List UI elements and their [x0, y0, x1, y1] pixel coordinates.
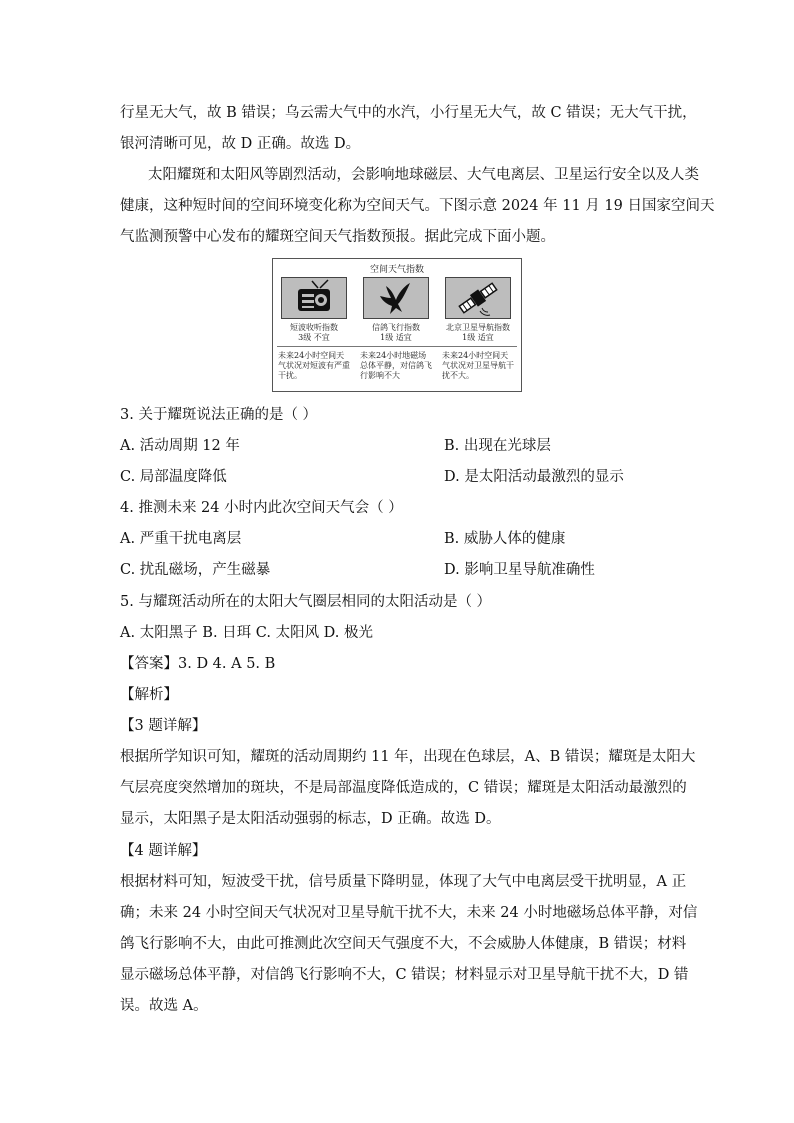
figure-title: 空间天气指数 [369, 265, 424, 275]
question-5-stem: 5. 与耀斑活动所在的太阳大气圈层相同的太阳活动是（ ） [120, 594, 492, 610]
panel-level: 1级 适宜 [462, 333, 494, 342]
paragraph-line: 鸽飞行影响不大，由此可推测此次空间天气强度不大，不会威胁人体健康，B 错误；材料 [120, 936, 687, 952]
detail-4-title: 【4 题详解】 [120, 843, 207, 859]
paragraph-line: 显示磁场总体平静，对信鸽飞行影响不大，C 错误；材料显示对卫星导航干扰不大，D 错 [120, 967, 689, 983]
paragraph-line: 气监测预警中心发布的耀斑空间天气指数预报。据此完成下面小题。 [120, 229, 555, 245]
q3-option-c: C. 局部温度降低 [120, 469, 227, 485]
question-4-stem: 4. 推测未来 24 小时内此次空间天气会（ ） [120, 500, 403, 516]
question-3-stem: 3. 关于耀斑说法正确的是（ ） [120, 407, 318, 423]
q4-option-d: D. 影响卫星导航准确性 [444, 562, 595, 578]
panel-level: 1级 适宜 [380, 333, 412, 342]
paragraph-line: 气层亮度突然增加的斑块，不是局部温度降低造成的，C 错误；耀斑是太阳活动最激烈的 [120, 780, 687, 796]
paragraph-line: 显示，太阳黑子是太阳活动强弱的标志，D 正确。故选 D。 [120, 811, 501, 827]
q3-option-a: A. 活动周期 12 年 [120, 438, 240, 454]
panel-name: 北京卫星导航指数 [446, 323, 510, 332]
paragraph-line: 健康，这种短时间的空间环境变化称为空间天气。下图示意 2024 年 11 月 19 日国家空间天 [120, 198, 715, 214]
panel-name: 信鸽飞行指数 [372, 323, 420, 332]
satellite-panel [445, 277, 511, 319]
space-weather-index-figure [272, 258, 522, 392]
answer-line: 【答案】3. D 4. A 5. B [120, 656, 276, 672]
q4-option-c: C. 扰乱磁场，产生磁暴 [120, 562, 271, 578]
pigeon-icon [364, 278, 428, 318]
paragraph-line: 误。故选 A。 [120, 998, 208, 1014]
detail-3-title: 【3 题详解】 [120, 718, 207, 734]
pigeon-panel [363, 277, 429, 319]
paragraph-line: 确；未来 24 小时空间天气状况对卫星导航干扰不大，未来 24 小时地磁场总体平静，对信 [120, 905, 698, 921]
q4-option-a: A. 严重干扰电离层 [120, 531, 242, 547]
panel-description: 未来24小时地磁场总体平静，对信鸽飞行影响不大 [360, 351, 432, 380]
analysis-title: 【解析】 [120, 687, 178, 703]
q5-options: A. 太阳黑子 B. 日珥 C. 太阳风 D. 极光 [120, 625, 374, 641]
satellite-icon [446, 278, 510, 318]
figure-divider [277, 346, 517, 347]
paragraph-line: 根据所学知识可知，耀斑的活动周期约 11 年，出现在色球层，A、B 错误；耀斑是太阳大 [120, 749, 696, 765]
q3-option-b: B. 出现在光球层 [444, 438, 551, 454]
paragraph-line: 银河清晰可见，故 D 正确。故选 D。 [120, 136, 361, 152]
panel-caption [356, 323, 436, 343]
panel-caption [438, 323, 518, 343]
paragraph-line: 根据材料可知，短波受干扰，信号质量下降明显，体现了大气中电离层受干扰明显，A 正 [120, 874, 687, 890]
q4-option-b: B. 威胁人体的健康 [444, 531, 566, 547]
panel-level: 3级 不宜 [298, 333, 330, 342]
paragraph-line: 太阳耀斑和太阳风等剧烈活动，会影响地球磁层、大气电离层、卫星运行安全以及人类 [148, 167, 699, 183]
paragraph-line: 行星无大气，故 B 错误；乌云需大气中的水汽，小行星无大气，故 C 错误；无大气干扰， [120, 105, 697, 121]
panel-name: 短波收听指数 [290, 323, 338, 332]
panel-caption [274, 323, 354, 343]
q3-option-d: D. 是太阳活动最激烈的显示 [444, 469, 624, 485]
panel-description: 未来24小时空间天气状况对短波有严重干扰。 [278, 351, 350, 380]
panel-description: 未来24小时空间天气状况对卫星导航干扰不大。 [442, 351, 514, 380]
radio-panel [281, 277, 347, 319]
radio-icon [282, 278, 346, 318]
